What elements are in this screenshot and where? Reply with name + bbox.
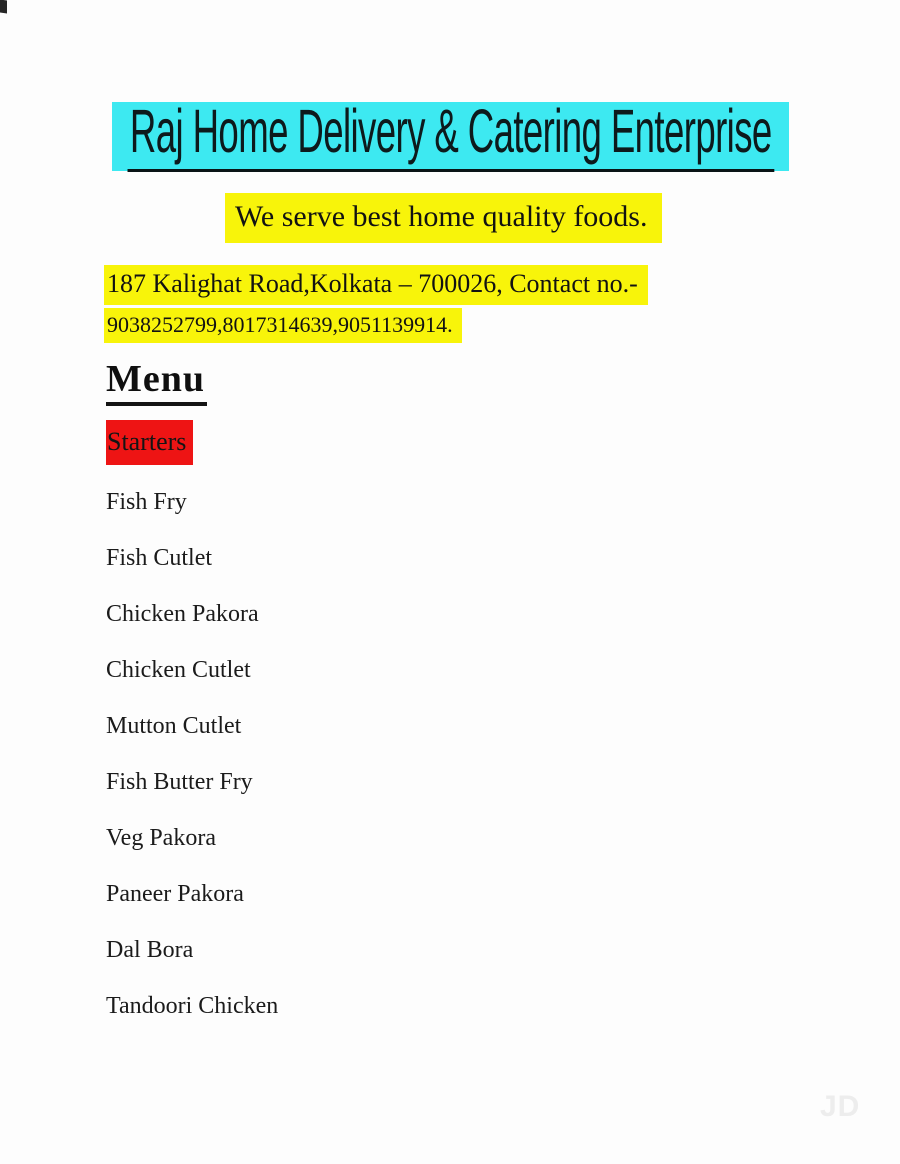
address-line-1: 187 Kalighat Road,Kolkata – 700026, Contact no.-: [104, 265, 648, 305]
menu-item: Fish Butter Fry: [106, 769, 253, 795]
menu-item-list: [106, 487, 606, 1047]
page-title: Raj Home Delivery & Catering Enterprise: [127, 101, 774, 172]
menu-item: Chicken Pakora: [106, 601, 259, 627]
menu-item: Veg Pakora: [106, 825, 216, 851]
menu-item: Mutton Cutlet: [106, 713, 242, 739]
menu-item: Tandoori Chicken: [106, 993, 279, 1019]
menu-heading: Menu: [106, 360, 207, 406]
menu-item: Fish Fry: [106, 489, 187, 515]
section-heading-starters: Starters: [106, 420, 193, 465]
jd-watermark: JD: [820, 1090, 861, 1123]
tagline: We serve best home quality foods.: [225, 193, 662, 243]
title-highlight-band: [112, 97, 789, 171]
menu-item: Paneer Pakora: [106, 881, 244, 907]
menu-item: Chicken Cutlet: [106, 657, 251, 683]
menu-item: Fish Cutlet: [106, 545, 213, 571]
menu-item: Dal Bora: [106, 937, 194, 963]
address-line-2: 9038252799,8017314639,9051139914.: [104, 308, 462, 343]
corner-artifact: [0, 0, 7, 13]
